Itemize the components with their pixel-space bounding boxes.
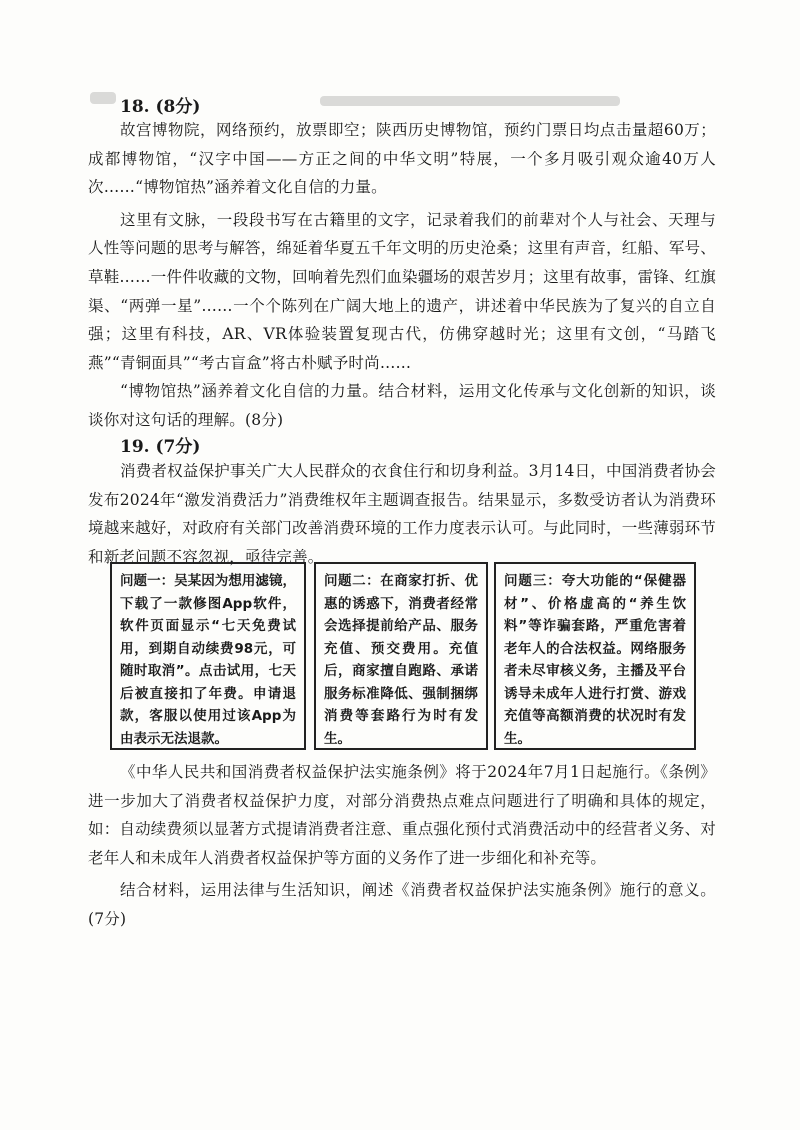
problem-box-1-text: 问题一：吴某因为想用滤镜，下载了一款修图App软件，软件页面显示“七天免费试用，到期自动续费98元，可随时取消”。点击试用，七天后被直接扣了年费。申请退款，客服以使用过该App为由表示无法退款。 bbox=[120, 573, 296, 747]
question-19-intro-block bbox=[88, 457, 716, 571]
problem-boxes bbox=[100, 562, 708, 750]
question-19-regulation-block bbox=[88, 758, 716, 934]
scan-smudge bbox=[320, 96, 620, 106]
question-18-prompt: “博物馆热”涵养着文化自信的力量。结合材料，运用文化传承与文化创新的知识，谈谈你对这句话的理解。(8分) bbox=[88, 382, 716, 429]
problem-box-2-text: 问题二：在商家打折、优惠的诱惑下，消费者经常会选择提前给产品、服务充值、预交费用。充值后，商家擅自跑路、承诺服务标准降低、强制捆绑消费等套路行为时有发生。 bbox=[324, 573, 478, 747]
question-19-regulation: 《中华人民共和国消费者权益保护法实施条例》将于2024年7月1日起施行。《条例》进一步加大了消费者权益保护力度，对部分消费热点难点问题进行了明确和具体的规定，如：自动续费须以显著方式提请消费者注意、重点强化预付式消费活动中的经营者义务、对老年人和未成年人消费者权益保护等方面的义务作了进一步细化和补充等。 bbox=[88, 763, 717, 867]
question-19-number: 19. (7分) bbox=[120, 437, 201, 457]
question-18-material-1: 故宫博物院，网络预约，放票即空；陕西历史博物馆，预约门票日均点击量超60万；成都博物馆，“汉字中国——方正之间的中华文明”特展，一个多月吸引观众逾40万人次……“博物馆热”涵养着文化自信的力量。 bbox=[88, 121, 716, 197]
question-18-block bbox=[88, 116, 716, 435]
question-19-intro: 消费者权益保护事关广大人民群众的衣食住行和切身利益。3月14日，中国消费者协会发布2024年“激发消费活力”消费维权年主题调查报告。结果显示，多数受访者认为消费环境越来越好，对政府有关部门改善消费环境的工作力度表示认可。与此同时，一些薄弱环节和新老问题不容忽视，亟待完善。 bbox=[88, 462, 717, 566]
problem-box-3 bbox=[494, 562, 696, 750]
scan-smudge bbox=[90, 92, 116, 104]
question-18-number: 18. (8分) bbox=[120, 97, 201, 117]
question-19-prompt: 结合材料，运用法律与生活知识，阐述《消费者权益保护法实施条例》施行的意义。(7分) bbox=[88, 881, 716, 928]
problem-box-3-text: 问题三：夸大功能的“保健器材”、价格虚高的“养生饮料”等诈骗套路，严重危害着老年人的合法权益。网络服务者未尽审核义务，主播及平台诱导未成年人进行打赏、游戏充值等高额消费的状况时有发生。 bbox=[504, 573, 686, 747]
question-18-material-2: 这里有文脉，一段段书写在古籍里的文字，记录着我们的前辈对个人与社会、天理与人性等问题的思考与解答，绵延着华夏五千年文明的历史沧桑；这里有声音，红船、军号、草鞋……一件件收藏的文物，回响着先烈们血染疆场的艰苦岁月；这里有故事，雷锋、红旗渠、“两弹一星”……一个个陈列在广阔大地上的遗产，讲述着中华民族为了复兴的自立自强；这里有科技，AR、VR体验装置复现古代，仿佛穿越时光；这里有文创，“马踏飞燕”“青铜面具”“考古盲盒”将古朴赋予时尚…… bbox=[88, 210, 717, 372]
problem-box-1 bbox=[110, 562, 306, 750]
problem-box-2 bbox=[314, 562, 488, 750]
